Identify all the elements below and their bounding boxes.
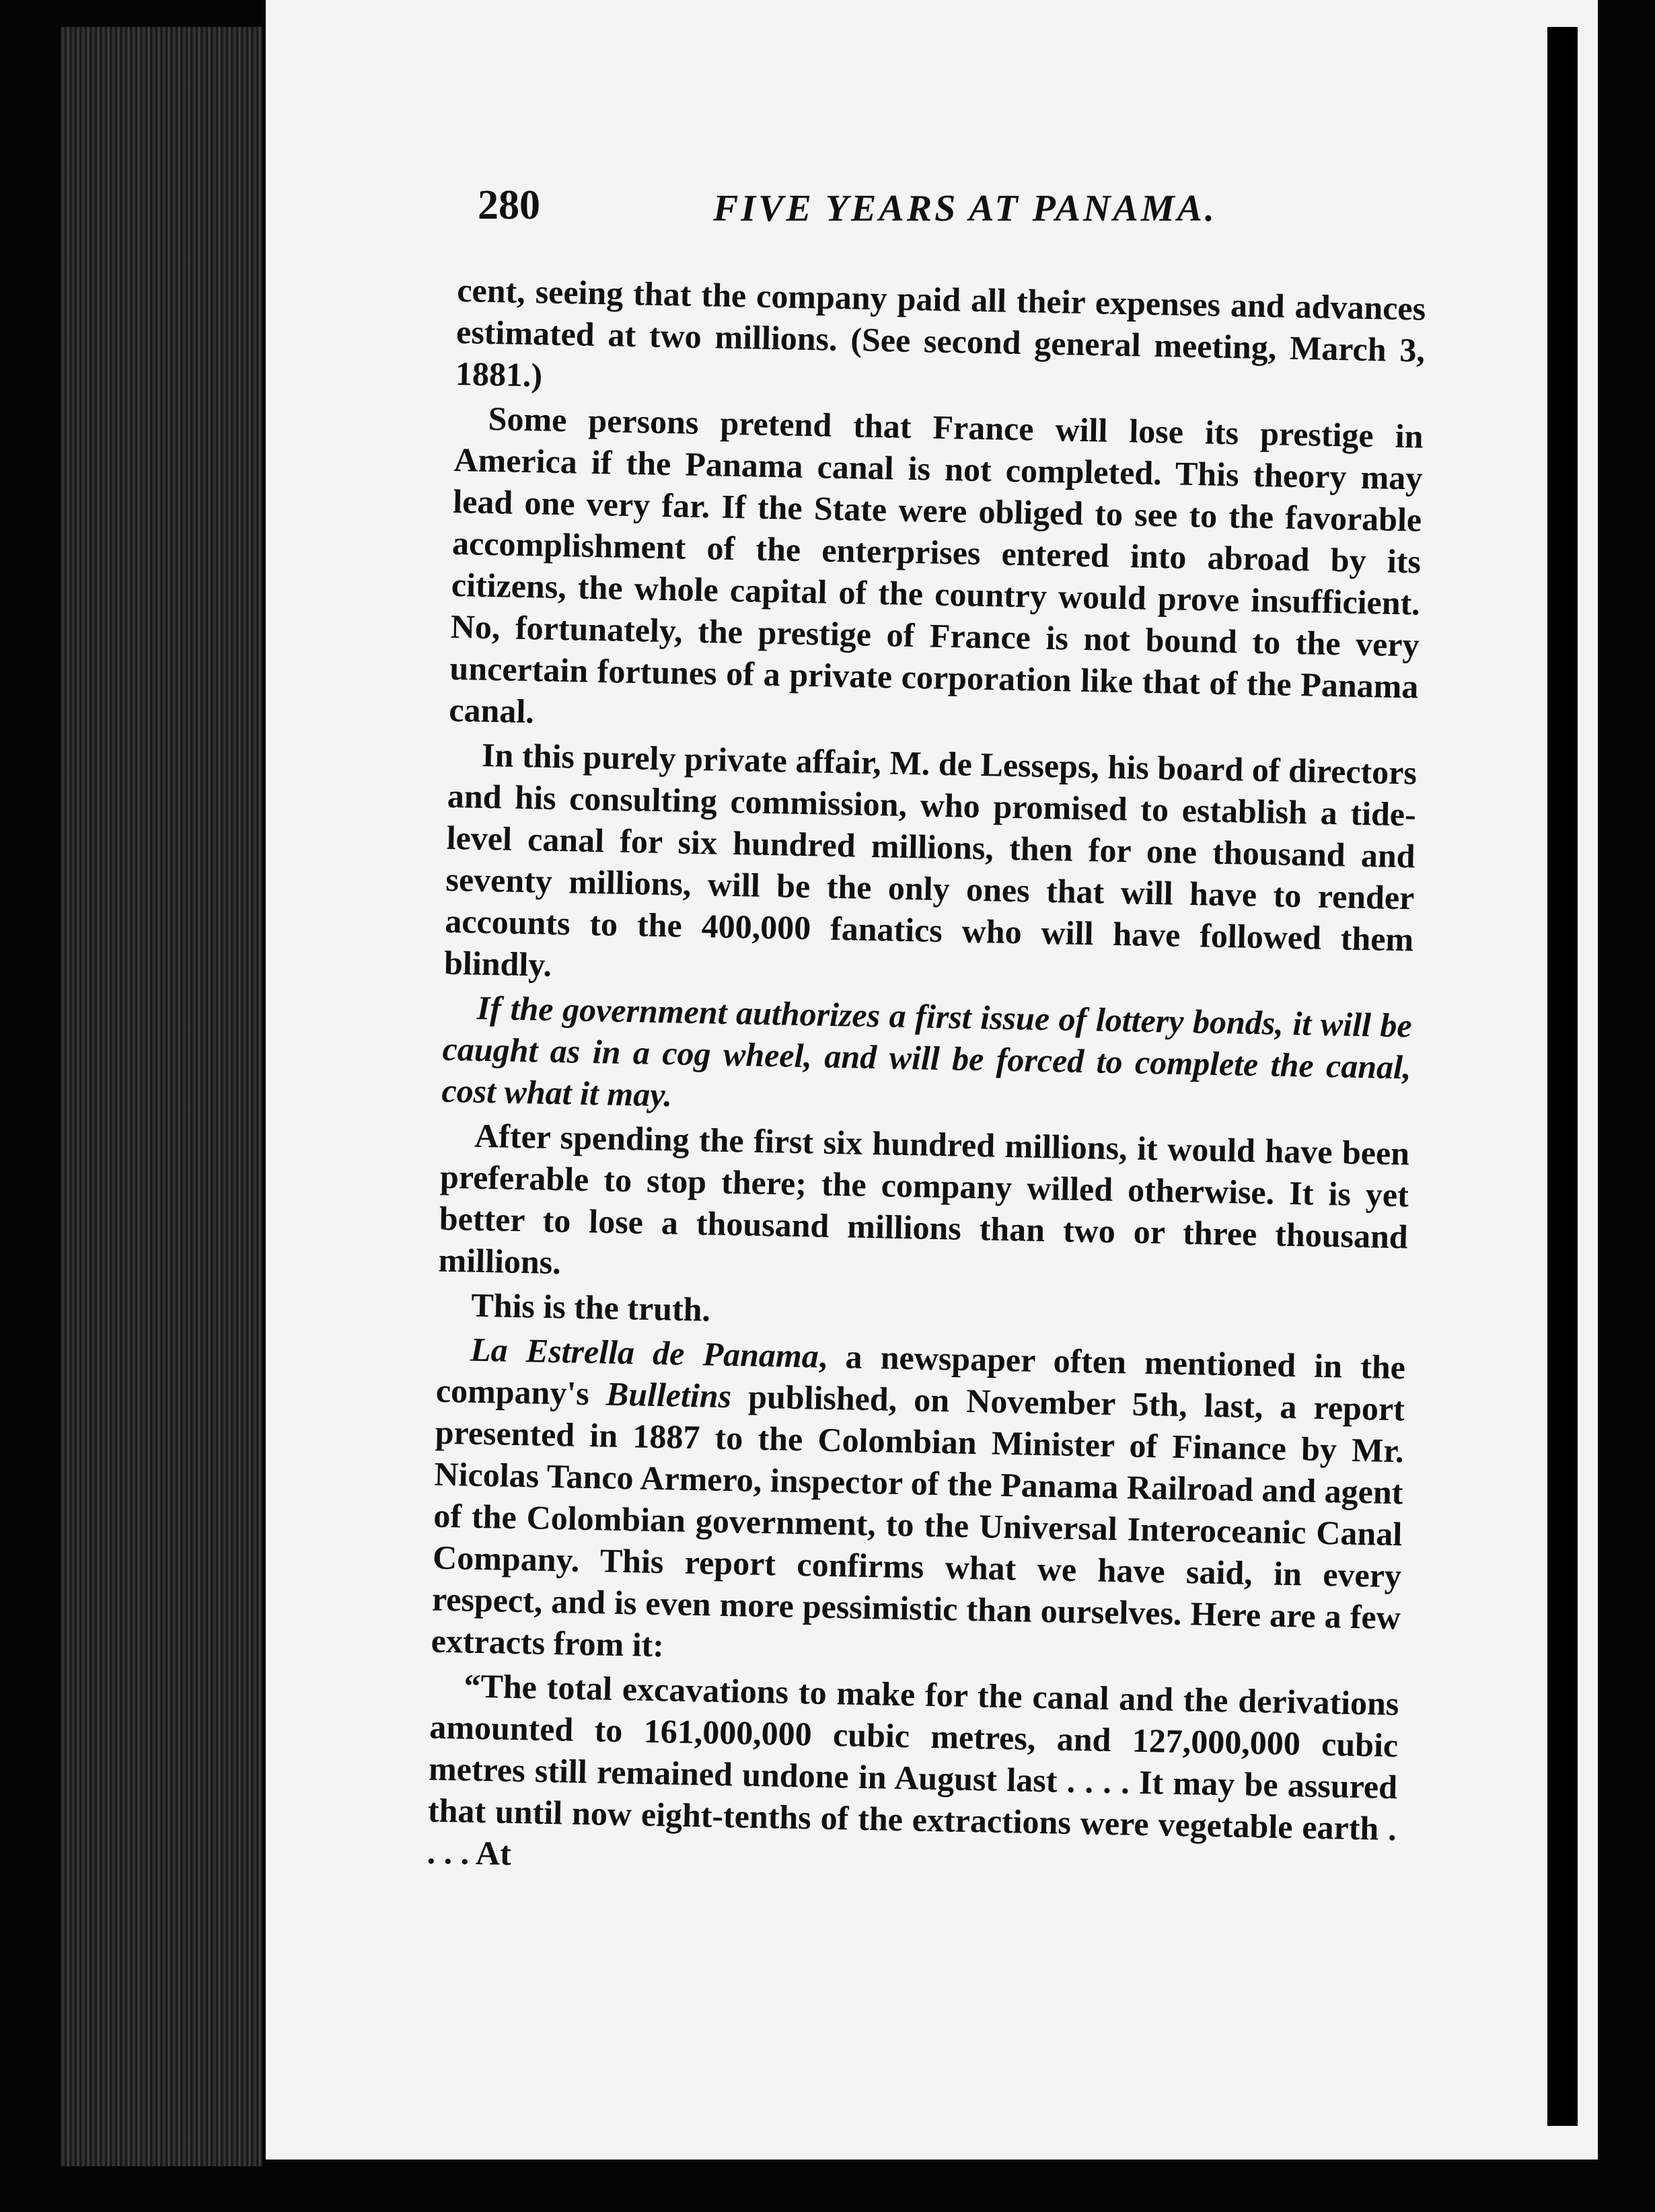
paragraph-7-text-a: , a newspaper often mentioned in the company's	[435, 1337, 1406, 1413]
page-number: 280	[478, 182, 540, 228]
paragraph-3: In this purely private affair, M. de Lesseps, his board of directors and his consulting commission, who promised to establish a tide-level canal for six hundred millions, then for one thousand and seventy millions, will be the only ones that will have to render accounts to the 400,000 fanatics who will have followed them blindly.	[443, 735, 1418, 984]
running-title: FIVE YEARS AT PANAMA.	[713, 188, 1217, 229]
paragraph-7	[431, 1328, 1405, 1681]
right-dark-border	[1547, 27, 1578, 2126]
paragraph-4-italic: If the government authorizes a first issue of lottery bonds, it will be caught as in a cog wheel, and will be forced to complete the canal, cost what it may.	[441, 988, 1413, 1114]
page-header	[478, 182, 1433, 249]
paragraph-8-quote: “The total excavations to make for the canal and the derivations amounted to 161,000,000 cubic metres, and 127,000,000 cubic metres still remained undone in August last . . . . It may be assured that until now eight-tenths of the extractions were vegetable earth . . . . At	[427, 1666, 1399, 1872]
paragraph-6: This is the truth.	[470, 1286, 711, 1329]
paragraph-1: cent, seeing that the company paid all their expenses and advances estimated at two millions. (See second general meeting, March 3, 1881.)	[455, 270, 1426, 394]
body-text	[427, 269, 1426, 1894]
paragraph-2: Some persons pretend that France will lose its prestige in America if the Panama canal is not completed. This theory may lead one very far. If the State were obliged to see to the favorable accomplishment of the enterprises entered into abroad by its citizens, the whole capital of the country would prove insufficient. No, fortunately, the prestige of France is not bound to the very uncertain fortunes of a private corporation like that of the Panama canal.	[448, 399, 1424, 731]
book-page-edges	[61, 27, 262, 2166]
newspaper-title: La Estrella de Panama	[470, 1330, 819, 1375]
bulletins-title: Bulletins	[605, 1374, 732, 1415]
paragraph-5: After spending the first six hundred millions, it would have been preferable to stop there; the company willed otherwise. It is yet better to lose a thousand millions than two or three thousand millions.	[438, 1116, 1410, 1282]
paragraph-7-text-b: published, on November 5th, last, a report presented in 1887 to the Colombian Minister of Finance by Mr. Nicolas Tanco Armero, inspector of the Panama Railroad and agent of the Colombian government, to the Universal Interoceanic Canal Company. This report confirms what we have said, in every respect, and is even more pessimistic than ourselves. Here are a few extracts from it:	[431, 1377, 1405, 1664]
